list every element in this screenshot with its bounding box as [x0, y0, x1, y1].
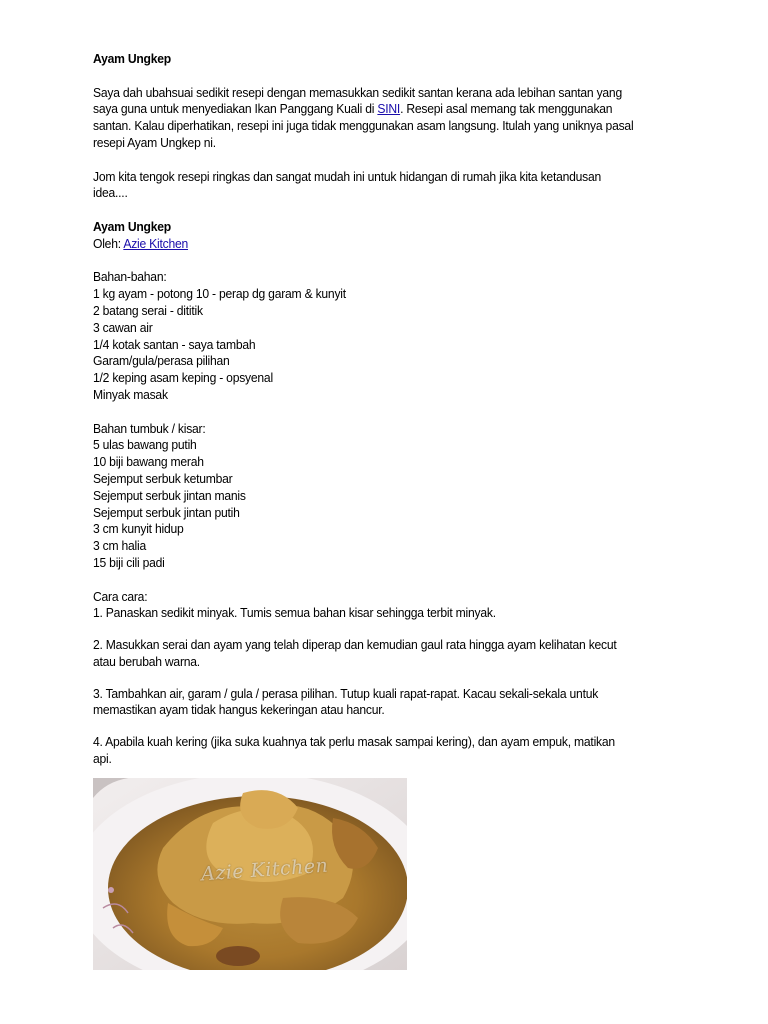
tumbuk-item: 15 biji cili padi	[93, 554, 165, 570]
author-label: Oleh:	[93, 235, 124, 251]
bahan-item: Garam/gula/perasa pilihan	[93, 353, 230, 369]
tumbuk-item: 5 ulas bawang putih	[93, 437, 197, 453]
author-link[interactable]: Azie Kitchen	[123, 235, 189, 251]
author-line	[93, 236, 636, 253]
intro-text-1: Saya dah ubahsuai sedikit resepi dengan memasukkan sedikit santan kerana ada lebihan santan yang saya guna untuk menyediakan Ikan Panggang Kuali di	[93, 84, 622, 117]
recipe-title: Ayam Ungkep	[93, 218, 171, 234]
bahan-header: Bahan-bahan:	[93, 269, 167, 285]
recipe-document	[93, 51, 636, 768]
bahan-item: 1/4 kotak santan - saya tambah	[93, 336, 256, 352]
bahan-item: 2 batang serai - dititik	[93, 302, 203, 318]
tumbuk-item: Sejemput serbuk ketumbar	[93, 470, 233, 486]
cara-step: 4. Apabila kuah kering (jika suka kuahnya tak perlu masak sampai kering), dan ayam empuk, matikan api.	[93, 734, 615, 767]
tumbuk-header: Bahan tumbuk / kisar:	[93, 420, 206, 436]
sini-link[interactable]: SINI	[377, 101, 401, 117]
cara-step: 1. Panaskan sedikit minyak. Tumis semua bahan kisar sehingga terbit minyak.	[93, 605, 496, 621]
tumbuk-item: Sejemput serbuk jintan putih	[93, 504, 240, 520]
tumbuk-item: 10 biji bawang merah	[93, 454, 204, 470]
page-title: Ayam Ungkep	[93, 51, 171, 66]
cara-step: 3. Tambahkan air, garam / gula / perasa pilihan. Tutup kuali rapat-rapat. Kacau sekali-sekala untuk memastikan ayam tidak hangus kekeringan atau hancur.	[93, 685, 599, 718]
bahan-item: Minyak masak	[93, 386, 168, 402]
intro-paragraph	[93, 85, 636, 152]
tumbuk-item: 3 cm kunyit hidup	[93, 521, 184, 537]
photo-watermark: Azie Kitchen	[200, 854, 329, 886]
cara-step: 2. Masukkan serai dan ayam yang telah diperap dan kemudian gaul rata hingga ayam kelihatan kecut atau berubah warna.	[93, 637, 617, 669]
intro-text-2: . Resepi asal memang tak menggunakan santan. Kalau diperhatikan, resepi ini juga tidak menggunakan asam langsung. Itulah yang uniknya pasal resepi Ayam Ungkep ni.	[93, 101, 634, 150]
tumbuk-item: 3 cm halia	[93, 538, 147, 554]
bahan-item: 3 cawan air	[93, 319, 153, 335]
cara-header: Cara cara:	[93, 588, 148, 604]
ayam-ungkep-photo	[93, 778, 407, 970]
bahan-item: 1/2 keping asam keping - opsyenal	[93, 370, 273, 386]
tumbuk-item: Sejemput serbuk jintan manis	[93, 487, 246, 503]
intro-paragraph-2: Jom kita tengok resepi ringkas dan sangat mudah ini untuk hidangan di rumah jika kita ketandusan idea....	[93, 168, 602, 201]
bahan-item: 1 kg ayam - potong 10 - perap dg garam & kunyit	[93, 286, 346, 302]
